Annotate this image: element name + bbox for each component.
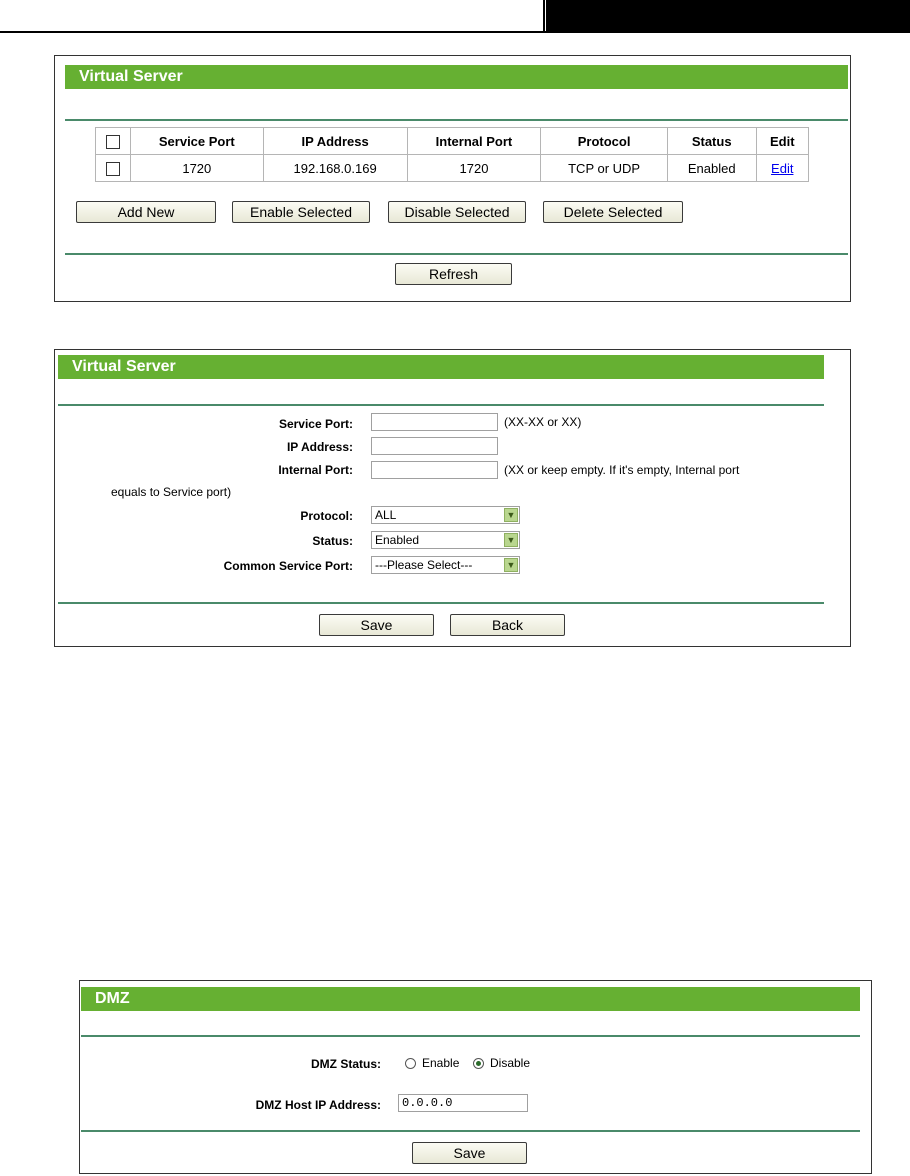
cell-status: Enabled xyxy=(667,155,756,182)
divider xyxy=(65,253,848,255)
internal-port-hint-continued: equals to Service port) xyxy=(111,485,232,499)
status-select[interactable] xyxy=(371,531,520,549)
chevron-down-icon: ▼ xyxy=(504,533,518,547)
col-status: Status xyxy=(667,128,756,155)
page-header-divider xyxy=(543,0,545,33)
col-protocol: Protocol xyxy=(541,128,668,155)
radio-selected-dot xyxy=(476,1061,481,1066)
service-port-input[interactable] xyxy=(371,413,498,431)
add-new-button[interactable]: Add New xyxy=(76,201,216,223)
dmz-save-button[interactable]: Save xyxy=(412,1142,527,1164)
select-all-cell xyxy=(96,128,131,155)
internal-port-hint: (XX or keep empty. If it's empty, Internal port xyxy=(504,463,740,477)
divider xyxy=(58,404,824,406)
row-select-cell xyxy=(96,155,131,182)
enable-selected-button[interactable]: Enable Selected xyxy=(232,201,370,223)
protocol-select[interactable] xyxy=(371,506,520,524)
panel-title: Virtual Server xyxy=(65,65,848,89)
dmz-enable-radio[interactable] xyxy=(405,1058,416,1069)
refresh-button[interactable]: Refresh xyxy=(395,263,512,285)
select-all-checkbox[interactable] xyxy=(106,135,120,149)
delete-selected-button[interactable]: Delete Selected xyxy=(543,201,683,223)
virtual-server-table xyxy=(95,127,809,182)
chevron-down-icon: ▼ xyxy=(504,508,518,522)
ip-address-input[interactable] xyxy=(371,437,498,455)
service-port-label: Service Port: xyxy=(278,417,353,431)
back-button[interactable]: Back xyxy=(450,614,565,636)
edit-link[interactable]: Edit xyxy=(771,160,794,176)
col-internal-port: Internal Port xyxy=(407,128,541,155)
page-header-black-bar xyxy=(546,0,910,33)
save-button[interactable]: Save xyxy=(319,614,434,636)
row-checkbox[interactable] xyxy=(106,162,120,176)
virtual-server-form-panel xyxy=(54,349,851,647)
page-header-rule xyxy=(0,31,546,33)
internal-port-label: Internal Port: xyxy=(278,463,353,477)
chevron-down-icon: ▼ xyxy=(504,558,518,572)
panel-title: DMZ xyxy=(81,987,860,1011)
protocol-selected-value: ALL xyxy=(375,508,397,522)
divider xyxy=(58,602,824,604)
divider xyxy=(81,1130,860,1132)
dmz-disable-radio[interactable] xyxy=(473,1058,484,1069)
common-service-port-select[interactable] xyxy=(371,556,520,574)
divider xyxy=(65,119,848,121)
dmz-host-ip-input[interactable]: 0.0.0.0 xyxy=(398,1094,528,1112)
cell-edit xyxy=(756,155,808,182)
dmz-host-ip-label: DMZ Host IP Address: xyxy=(255,1098,381,1112)
col-edit: Edit xyxy=(756,128,808,155)
protocol-label: Protocol: xyxy=(300,509,353,523)
internal-port-input[interactable] xyxy=(371,461,498,479)
virtual-server-list-panel xyxy=(54,55,851,302)
cell-ip-address: 192.168.0.169 xyxy=(263,155,407,182)
dmz-status-label: DMZ Status: xyxy=(311,1057,381,1071)
common-service-port-label: Common Service Port: xyxy=(223,559,353,573)
col-service-port: Service Port xyxy=(131,128,264,155)
table-row xyxy=(96,155,809,182)
status-label: Status: xyxy=(312,534,353,548)
cell-internal-port: 1720 xyxy=(407,155,541,182)
service-port-hint: (XX-XX or XX) xyxy=(504,415,582,429)
common-service-port-selected-value: ---Please Select--- xyxy=(375,558,473,572)
dmz-enable-label: Enable xyxy=(422,1056,460,1070)
divider xyxy=(81,1035,860,1037)
status-selected-value: Enabled xyxy=(375,533,420,547)
table-header-row xyxy=(96,128,809,155)
cell-protocol: TCP or UDP xyxy=(541,155,668,182)
col-ip-address: IP Address xyxy=(263,128,407,155)
dmz-panel xyxy=(79,980,872,1174)
panel-title: Virtual Server xyxy=(58,355,824,379)
disable-selected-button[interactable]: Disable Selected xyxy=(388,201,526,223)
dmz-disable-label: Disable xyxy=(490,1056,531,1070)
cell-service-port: 1720 xyxy=(131,155,264,182)
ip-address-label: IP Address: xyxy=(286,440,353,454)
